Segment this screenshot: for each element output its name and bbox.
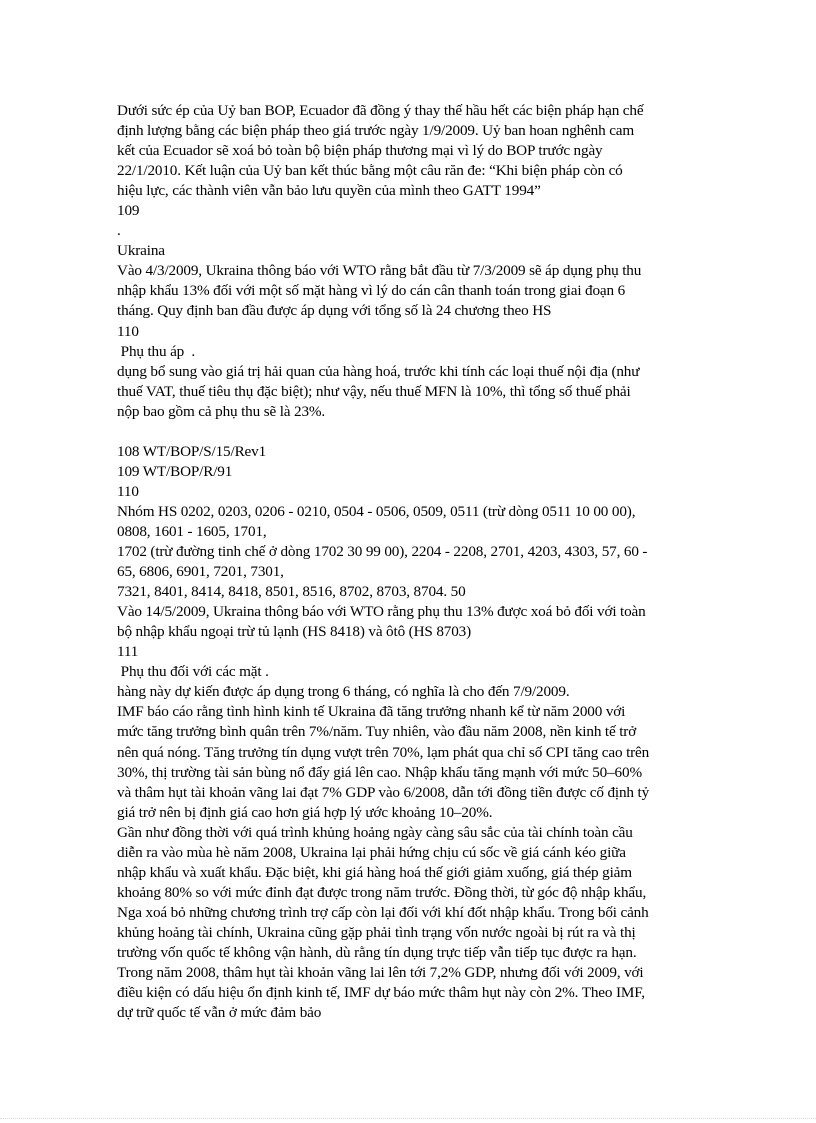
footnotes — [117, 442, 702, 602]
spacer — [117, 422, 702, 442]
text-line: 22/1/2010. Kết luận của Uỷ ban kết thúc bằng một câu răn đe: “Khi biện pháp còn có — [117, 162, 623, 180]
footnote-text: Nhóm HS 0202, 0203, 0206 - 0210, 0504 - 0506, 0509, 0511 (trừ dòng 0511 10 00 00), — [117, 502, 636, 520]
text-line: hiệu lực, các thành viên vẫn bảo lưu quyền của mình theo GATT 1994” — [117, 182, 541, 200]
footnote-ref: 109 — [117, 202, 140, 220]
document-page — [117, 101, 702, 1023]
footnote-text: 1702 (trừ đường tinh chế ở dòng 1702 30 99 00), 2204 - 2208, 2701, 4203, 4303, 57, 60 - — [117, 543, 648, 561]
text-line: Dưới sức ép của Uỷ ban BOP, Ecuador đã đồng ý thay thế hầu hết các biện pháp hạn chế — [117, 102, 644, 119]
text-line: 30%, thị trường tài sản bùng nổ đẩy giá lên cao. Nhập khẩu tăng mạnh với mức 50–60% — [117, 763, 642, 781]
text-line: khoảng 80% so với mức đỉnh đạt được trong năm trước. Đồng thời, từ góc độ nhập khẩu, — [117, 883, 647, 901]
text-line: Vào 4/3/2009, Ukraina thông báo với WTO rằng bắt đầu từ 7/3/2009 sẽ áp dụng phụ thu — [117, 262, 642, 280]
text-line: Gần như đồng thời với quá trình khủng hoảng ngày càng sâu sắc của tài chính toàn cầu — [117, 823, 633, 841]
footnote: 108 WT/BOP/S/15/Rev1 — [117, 442, 267, 460]
text-line: hàng này dự kiến được áp dụng trong 6 tháng, có nghĩa là cho đến 7/9/2009. — [117, 683, 570, 701]
text-line: diễn ra vào mùa hè năm 2008, Ukraina lại phải hứng chịu cú sốc về giá cánh kéo giữa — [117, 843, 626, 861]
text-line: IMF báo cáo rằng tình hình kinh tế Ukraina đã tăng trưởng nhanh kể từ năm 2000 với — [117, 703, 626, 721]
footnote-ref: 110 — [117, 322, 139, 340]
footnote-text: 0808, 1601 - 1605, 1701, — [117, 522, 267, 540]
text-line: mức tăng trưởng bình quân trên 7%/năm. Tuy nhiên, vào đầu năm 2008, nền kinh tế trở — [117, 723, 637, 741]
paragraph-imf — [117, 602, 702, 1023]
text-line: giá trở nên bị định giá cao hơn giá hợp lý ước khoảng 10–20%. — [117, 803, 493, 821]
text-line: tháng. Quy định ban đầu được áp dụng với tổng số là 24 chương theo HS — [117, 302, 552, 320]
text-line: dụng bổ sung vào giá trị hải quan của hàng hoá, trước khi tính các loại thuế nội địa (như — [117, 362, 640, 380]
text-line: khủng hoảng tài chính, Ukraina cũng gặp phải tình trạng vốn nước ngoài bị rút ra và thị — [117, 923, 636, 941]
text-line: Trong năm 2008, thâm hụt tài khoản vãng lai lên tới 7,2% GDP, nhưng đối với 2009, với — [117, 964, 644, 982]
paragraph-ecuador — [117, 101, 702, 241]
text-line: kết của Ecuador sẽ xoá bỏ toàn bộ biện pháp thương mại vì lý do BOP trước ngày — [117, 142, 603, 160]
footnote-ref: 111 — [117, 643, 139, 661]
text-line: dự trữ quốc tế vẫn ở mức đảm bảo — [117, 1004, 322, 1022]
text-line: Vào 14/5/2009, Ukraina thông báo với WTO rằng phụ thu 13% được xoá bỏ đối với toàn — [117, 603, 646, 621]
text-line: Phụ thu đối với các mặt . — [117, 663, 269, 681]
section-heading: Ukraina — [117, 242, 165, 260]
text-line: thuế VAT, thuế tiêu thụ đặc biệt); như vậy, nếu thuế MFN là 10%, thì tổng số thuế phải — [117, 382, 631, 400]
text-line: điều kiện có dấu hiệu ổn định kinh tế, IMF dự báo mức thâm hụt này còn 2%. Theo IMF, — [117, 984, 645, 1002]
text-line: nhập khẩu 13% đối với một số mặt hàng vì lý do cán cân thanh toán trong giai đoạn 6 — [117, 282, 626, 300]
text-line: Phụ thu áp . — [117, 342, 196, 360]
text-line: định lượng bằng các biện pháp theo giá trước ngày 1/9/2009. Uỷ ban hoan nghênh cam — [117, 122, 635, 140]
text-line: bộ nhập khẩu ngoại trừ tủ lạnh (HS 8418) và ôtô (HS 8703) — [117, 623, 472, 641]
text-line: và thâm hụt tài khoản vãng lai đạt 7% GDP vào 6/2008, dẫn tới đồng tiền được cố định tỷ — [117, 783, 650, 801]
text-line: Nga xoá bỏ những chương trình trợ cấp còn lại đối với khí đốt nhập khẩu. Trong bối cảnh — [117, 903, 649, 921]
paragraph-ukraina — [117, 241, 702, 421]
text-line: nhập khẩu và xuất khẩu. Đặc biệt, khi giá hàng hoá thế giới giảm xuống, giá thép giảm — [117, 863, 632, 881]
text-line: nộp bao gồm cả phụ thu sẽ là 23%. — [117, 402, 326, 420]
footnote-text: 7321, 8401, 8414, 8418, 8501, 8516, 8702, 8703, 8704. 50 — [117, 583, 466, 601]
text-line: nên quá nóng. Tăng trưởng tín dụng vượt trên 70%, lạm phát qua chỉ số CPI tăng cao trên — [117, 743, 650, 761]
footnote: 110 — [117, 482, 139, 500]
footnote-text: 65, 6806, 6901, 7201, 7301, — [117, 563, 284, 581]
text-line: . — [117, 222, 121, 240]
footnote: 109 WT/BOP/R/91 — [117, 462, 233, 480]
page-bottom-border — [0, 1118, 816, 1121]
text-line: trường vốn quốc tế không vận hành, dù rằng tín dụng trực tiếp vẫn tiếp tục được ra hạn. — [117, 943, 637, 961]
